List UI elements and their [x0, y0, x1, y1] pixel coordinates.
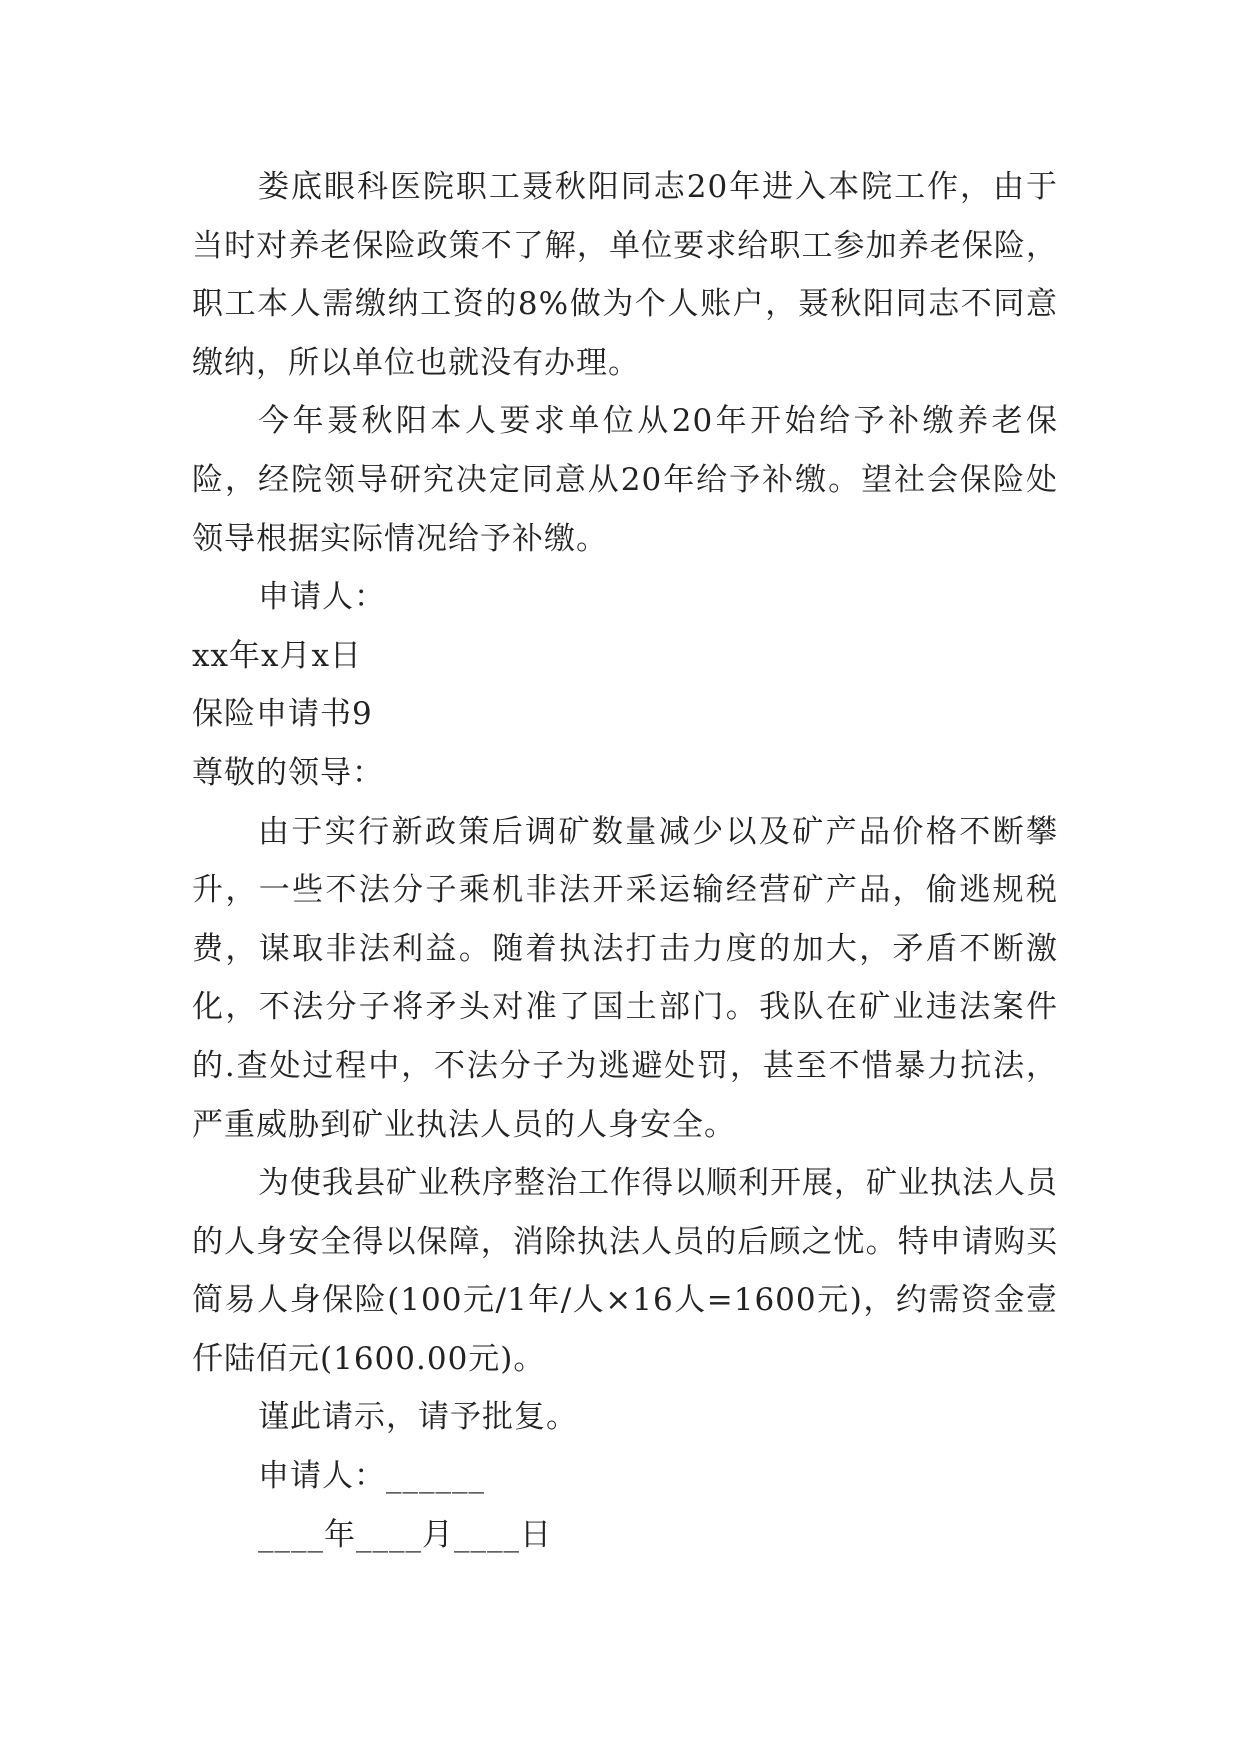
- document-page: [192, 158, 1058, 1564]
- applicant-label: 申请人：: [258, 579, 386, 616]
- paragraph-situation: 由于实行新政策后调矿数量减少以及矿产品价格不断攀升，一些不法分子乘机非法开采运输经营矿产品，偷逃规税费，谋取非法利益。随着执法打击力度的加大，矛盾不断激化，不法分子将矛头对准了国土部门。我队在矿业违法案件的.查处过程中，不法分子为逃避处罚，甚至不惜暴力抗法，严重威胁到矿业执法人员的人身安全。: [192, 813, 1058, 1143]
- date-blank-line: ____年____月____日: [258, 1516, 552, 1553]
- section-heading: 保险申请书9: [192, 696, 373, 733]
- closing-line: 谨此请示，请予批复。: [258, 1399, 578, 1436]
- paragraph-supplement-request: 今年聂秋阳本人要求单位从20年开始给予补缴养老保险，经院领导研究决定同意从20年给予补缴。望社会保险处领导根据实际情况给予补缴。: [192, 403, 1058, 557]
- salutation: 尊敬的领导：: [192, 754, 384, 791]
- applicant-signature-line: 申请人：______: [258, 1458, 485, 1495]
- date-line: xx年x月x日: [192, 637, 362, 674]
- paragraph-employment-background: 娄底眼科医院职工聂秋阳同志20年进入本院工作，由于当时对养老保险政策不了解，单位要求给职工参加养老保险，职工本人需缴纳工资的8%做为个人账户，聂秋阳同志不同意缴纳，所以单位也就没有办理。: [192, 169, 1058, 381]
- paragraph-insurance-request: 为使我县矿业秩序整治工作得以顺利开展，矿业执法人员的人身安全得以保障，消除执法人员的后顾之忧。特申请购买简易人身保险(100元/1年/人×16人=1600元)，约需资金壹仟陆佰元(1600.00元)。: [192, 1165, 1058, 1377]
